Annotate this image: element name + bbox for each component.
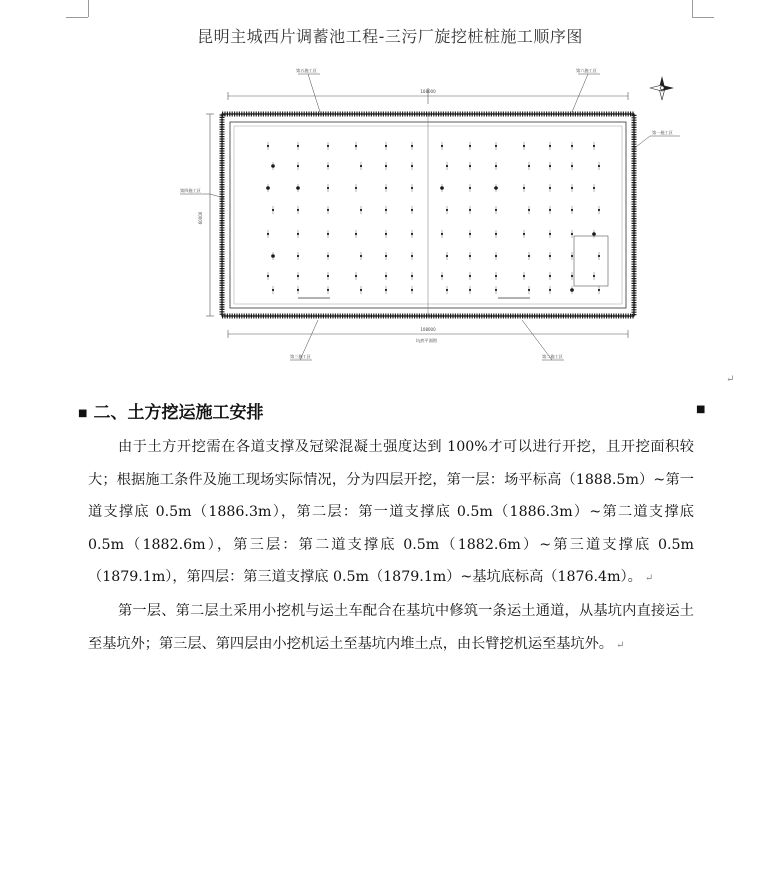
zone-label: 第六施工区: [576, 68, 597, 73]
zone-label: 第三施工区: [290, 354, 311, 359]
return-arrow-icon: ↵: [644, 573, 654, 584]
crop-mark: [692, 0, 693, 17]
bullet-icon: ■: [696, 404, 706, 415]
return-arrow-icon: ↵: [726, 374, 735, 385]
return-arrow-icon: ↵: [615, 639, 625, 651]
zone-label: 第二施工区: [542, 354, 563, 359]
section-heading: [78, 398, 263, 423]
paragraph-text: 由于土方开挖需在各道支撑及冠梁混凝土强度达到 100%才可以进行开挖，且开挖面积较大；根据施工条件及施工现场实际情况，分为四层开挖，第一层：场平标高（1888.5m）~第一道支撑底 0.5m（1886.3m），第二层：第一道支撑底 0.5m（1886.3m）~第二道支撑底 0.5m（1882.6m），第三层：第二道支撑底 0.5m（1882.6m）~第三道支撑底 0.5m（1879.1m），第四层：第三道支撑底 0.5m（1879.1m）~基坑底标高（1876.4m）。: [88, 439, 694, 585]
zone-label: 第四施工区: [180, 188, 201, 193]
paragraph: [88, 431, 694, 596]
figure-title: 昆明主城西片调蓄池工程-三污厂旋挖桩桩施工顺序图: [197, 27, 583, 46]
dimension-lines: [206, 88, 628, 338]
detail-box: [574, 236, 608, 286]
heading-text: 二、土方挖运施工安排: [93, 403, 264, 423]
paragraph-text: 第一层、第二层土采用小挖机与运土车配合在基坑中修筑一条运土通道，从基坑内直接运土至基坑外；第三层、第四层由小挖机运土至基坑内堆土点，由长臂挖机运至基坑外。: [88, 603, 694, 652]
zone-label: 第五施工区: [296, 68, 317, 73]
construction-drawing: [180, 58, 700, 380]
paragraph: [88, 595, 694, 662]
zone-label: 第一施工区: [652, 130, 673, 135]
bullet-icon: ■: [78, 407, 88, 419]
crop-mark: [88, 0, 89, 17]
bottom-label: 坑底平面图: [416, 338, 437, 343]
north-arrow-icon: [650, 76, 674, 100]
dim-top: 108000: [420, 89, 436, 94]
dim-bottom: 108000: [420, 327, 436, 332]
dim-side: 60000: [198, 211, 203, 225]
crop-mark: [692, 17, 714, 18]
crop-mark: [66, 17, 88, 18]
pile-grid: [266, 142, 600, 294]
